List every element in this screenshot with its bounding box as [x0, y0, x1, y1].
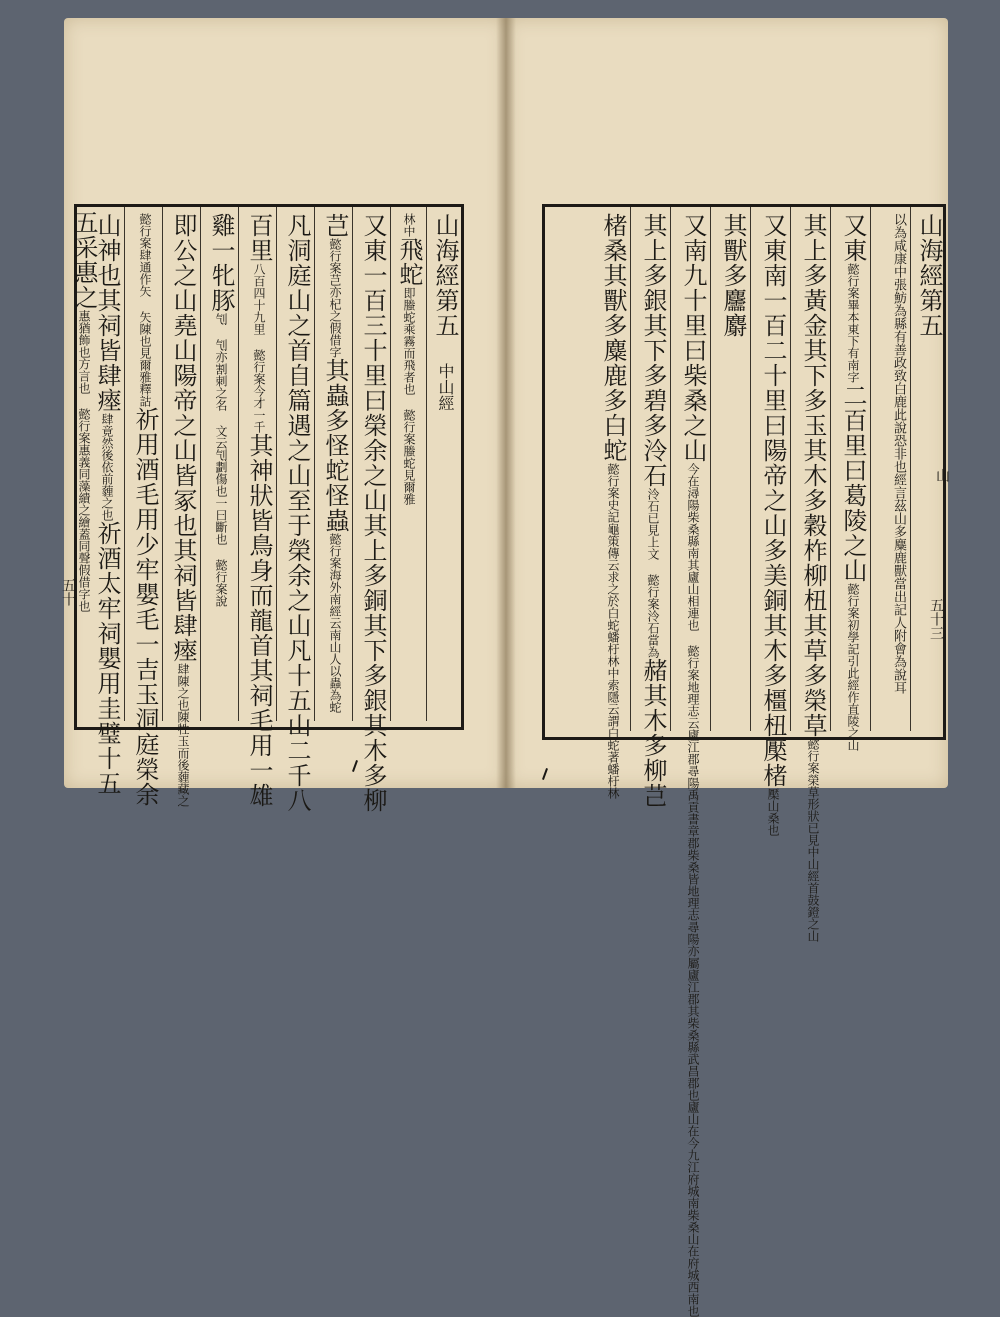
column-rule	[390, 207, 391, 721]
left-col-4: 凡洞庭山之首自篇遇之山至于榮余之山凡十五山二千八	[283, 213, 311, 813]
column-rule	[162, 207, 163, 721]
left-title-column	[433, 213, 457, 723]
column-rule	[426, 207, 427, 721]
right-title-main: 山海經第五	[915, 213, 943, 338]
left-col-3: 芑懿行案芑亦杞之假借字其蟲多怪蛇怪蟲懿行案海外南經云南山人以蟲為蛇	[321, 213, 349, 713]
left-title-sub: 中山經	[436, 363, 455, 411]
left-page	[60, 18, 506, 813]
right-col-8: 楮桑其獸多麋鹿多白蛇懿行案史記龜策傳云求之於白蛇蟠杅林中索隱云謂白蛇著蟠杅林	[599, 213, 627, 799]
left-col-7: 即公之山堯山陽帝之山皆冢也其祠皆肆瘞肆陳之也陳牲玉而後薶藏之	[169, 213, 197, 807]
right-page-frame	[542, 204, 946, 1317]
column-rule	[710, 207, 711, 731]
left-col-1: 林中飛蛇即螣蛇乘霧而飛者也 懿行案螣蛇見爾雅	[395, 213, 423, 505]
left-col-8: 懿行案肆通作矢 矢陳也見爾雅釋詁祈用酒毛用少牢嬰毛一吉玉洞庭榮余	[131, 213, 159, 807]
column-rule	[630, 207, 631, 731]
book-spine	[496, 18, 516, 788]
column-rule	[352, 207, 353, 721]
left-col-2: 又東一百三十里曰榮余之山其上多銅其下多銀其木多柳	[359, 213, 387, 813]
right-side-note: 山	[934, 468, 950, 482]
ink-mark	[352, 760, 358, 772]
column-rule	[314, 207, 315, 721]
right-col-1: 以為咸康中張魴為縣有善政致白鹿此說恐非也經言茲山多麋鹿獸當出記人附會為說耳	[891, 213, 906, 694]
book-spread	[60, 18, 950, 1317]
right-col-2: 又東懿行案畢本東下有南字二百里曰葛陵之山懿行案初學記引此經作直陵之山	[839, 213, 867, 751]
column-rule	[910, 207, 911, 731]
left-col-5: 百里八百四十九里 懿行案今才一千其神狀皆鳥身而龍首其祠毛用一雄	[245, 213, 273, 808]
column-rule	[200, 207, 201, 721]
right-col-6: 又南九十里曰柴桑之山今在潯陽柴桑縣南其廬山相連也 懿行案地理志云廬江郡尋陽禹貢書章郡柴桑皆地理志尋陽亦屬廬江郡其柴桑縣武昌郡也廬山在今九江府城南柴桑山在府城西南也	[679, 213, 707, 1317]
column-rule	[238, 207, 239, 721]
right-col-3: 其上多黃金其下多玉其木多穀柞柳杻其草多榮草懿行案榮草形狀已見中山經首鼓鐙之山	[799, 213, 827, 942]
left-title-main: 山海經第五	[431, 213, 459, 338]
column-rule	[124, 207, 125, 721]
left-page-frame	[74, 204, 464, 813]
left-col-9: 山神也其祠皆肆瘞肆竟然後依前薶之也祈酒太牢祠嬰用圭璧十五	[93, 213, 121, 796]
column-rule	[750, 207, 751, 731]
column-rule	[790, 207, 791, 731]
left-page-number: 五十	[60, 578, 76, 606]
left-col-10: 五采惠之惠猶飾也方言也 懿行案惠義同藻繢之繪蓋同聲假借字也	[70, 210, 98, 612]
column-rule	[870, 207, 871, 731]
column-rule	[670, 207, 671, 731]
ink-mark	[542, 768, 548, 780]
column-rule	[830, 207, 831, 731]
right-col-7: 其上多銀其下多碧多泠石泠石已見上文 懿行案泠石當為赭其木多柳芑	[639, 213, 667, 808]
right-col-4: 又東南一百二十里曰陽帝之山多美銅其木多橿杻檿楮檿山桑也	[759, 213, 787, 836]
left-col-6: 雞一牝豚刏 刏亦割刺之名 文云刏劃傷也一曰斷也 懿行案說	[207, 213, 235, 607]
right-page-number: 五十三	[928, 598, 944, 640]
column-rule	[276, 207, 277, 721]
right-col-5: 其獸多麢麝	[719, 213, 747, 338]
